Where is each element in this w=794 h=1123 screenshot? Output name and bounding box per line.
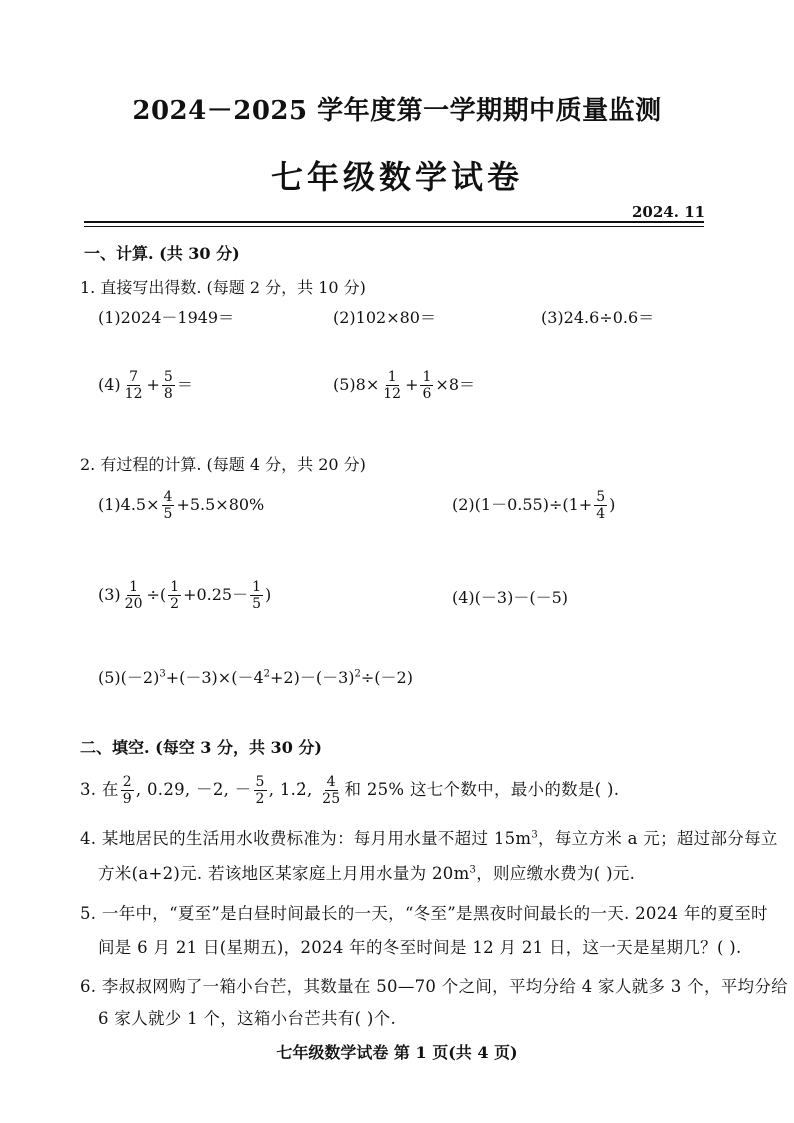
exam-subtitle: 七年级数学试卷 xyxy=(270,158,523,196)
q5-line-2: 间是 6 月 21 日(星期五)，2024 年的冬至时间是 12 月 21 日，这一天是星期几？( ). xyxy=(98,938,742,957)
q2-title: 2. 有过程的计算. (每题 4 分，共 20 分) xyxy=(80,455,366,474)
fraction: $\frac{1}{12}$ xyxy=(383,369,402,402)
exam-header-title: 2024－2025 学年度第一学期期中质量监测 xyxy=(132,96,662,126)
fraction: $\frac{1}{5}$ xyxy=(252,579,262,612)
fraction: $\frac{5}{4}$ xyxy=(596,489,606,522)
q1-item-5: (5)8× $\frac{1}{12}$ + $\frac{1}{6}$ ×8＝ xyxy=(333,369,475,402)
fraction: $\frac{2}{9}$ xyxy=(122,774,132,807)
q6-line-1: 6. 李叔叔网购了一箱小台芒，其数量在 50—70 个之间，平均分给 4 家人就多 3 个，平均分给 xyxy=(80,977,788,996)
q1-item-3: (3)24.6÷0.6＝ xyxy=(541,308,655,327)
q6-line-2: 6 家人就少 1 个，这箱小台芒共有( )个. xyxy=(98,1009,396,1028)
fraction: $\frac{7}{12}$ xyxy=(124,369,143,402)
q2-item-4: (4)(－3)－(－5) xyxy=(452,588,568,607)
q5-line-1: 5. 一年中，“夏至”是白昼时间最长的一天，“冬至”是黑夜时间最长的一天. 2024 年的夏至时 xyxy=(80,904,768,923)
fraction: $\frac{1}{6}$ xyxy=(422,369,432,402)
q1-item-4: (4) $\frac{7}{12}$ + $\frac{5}{8}$ ＝ xyxy=(98,369,193,402)
q2-item-3: (3) $\frac{1}{20}$ ÷( $\frac{1}{2}$ +0.25－ $\frac{1}{5}$ ) xyxy=(98,579,272,612)
page-footer: 七年级数学试卷 第 1 页(共 4 页) xyxy=(276,1043,518,1062)
q3-text: 3. 在 $\frac{2}{9}$ , 0.29, －2, － $\frac{5}{2}$ , 1.2̇, $\frac{4}{25}$ 和 25% 这七个数中，最小的数是( ). xyxy=(80,774,620,807)
header-divider-thin xyxy=(84,226,704,227)
q2-item-2: (2)(1－0.55)÷(1+ $\frac{5}{4}$ ) xyxy=(452,489,616,522)
fraction: $\frac{5}{2}$ xyxy=(255,774,265,807)
fraction: $\frac{4}{25}$ xyxy=(322,774,341,807)
q1-title: 1. 直接写出得数. (每题 2 分，共 10 分) xyxy=(80,278,366,297)
section1-title: 一、计算. (共 30 分) xyxy=(84,244,240,263)
exam-date: 2024. 11 xyxy=(632,203,706,221)
q2-item-5: $(5)(-2)^3+(-3)\times(-4^2+2)-(-3)^2\div(-2)$ xyxy=(98,668,413,687)
fraction: $\frac{5}{8}$ xyxy=(163,369,173,402)
header-divider-thick xyxy=(84,221,704,223)
q4-line-2: 方米(a+2)元. 若该地区某家庭上月用水量为 $20m^3$，则应缴水费为( )元. xyxy=(98,864,636,883)
fraction: $\frac{4}{5}$ xyxy=(163,489,173,522)
q1-item-2: (2)102×80＝ xyxy=(333,308,436,327)
fraction: $\frac{1}{2}$ xyxy=(170,579,180,612)
q2-item-1: (1)4.5× $\frac{4}{5}$ +5.5×80% xyxy=(98,489,265,522)
section2-title: 二、填空. (每空 3 分，共 30 分) xyxy=(80,738,322,757)
q1-item-1: (1)2024－1949＝ xyxy=(98,308,235,327)
fraction: $\frac{1}{20}$ xyxy=(124,579,143,612)
q4-line-1: 4. 某地居民的生活用水收费标准为：每月用水量不超过 $15m^3$，每立方米 a 元；超过部分每立 xyxy=(80,829,778,848)
